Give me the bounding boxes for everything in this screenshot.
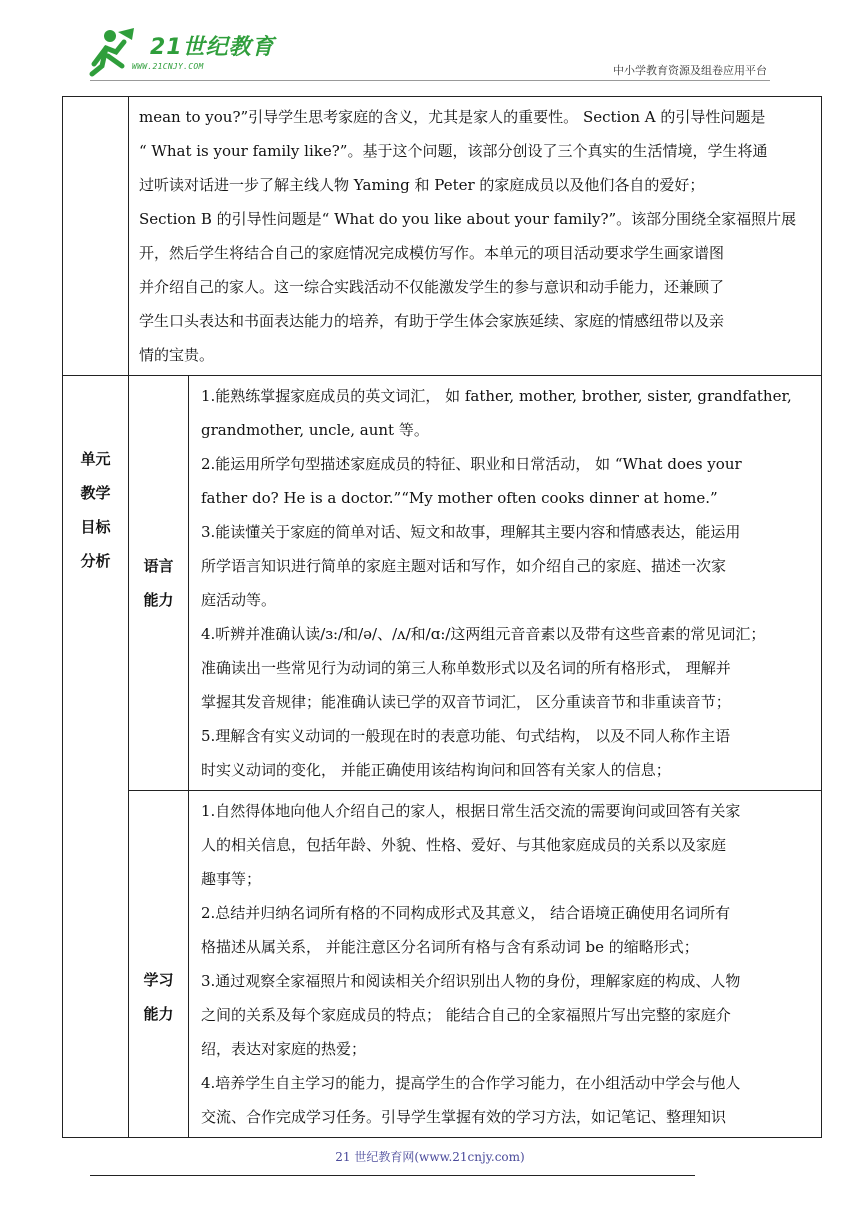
intro-text — [129, 97, 821, 375]
text-line: 并介绍自己的家人。这一综合实践活动不仅能激发学生的参与意识和动手能力，还兼顾了 — [139, 278, 725, 296]
text-line: 3.能读懂关于家庭的简单对话、短文和故事，理解其主要内容和情感表达，能运用 — [201, 523, 741, 541]
intro-row — [63, 97, 822, 376]
language-content-cell — [189, 376, 822, 791]
text-line: 之间的关系及每个家庭成员的特点； 能结合自己的全家福照片写出完整的家庭介 — [201, 1006, 731, 1024]
text-line: 1.能熟练掌握家庭成员的英文词汇， 如 father, mother, brother, sister, grandfather, — [201, 387, 792, 405]
text-line: 格描述从属关系， 并能注意区分名词所有格与含有系动词 be 的缩略形式； — [201, 938, 699, 956]
text-line: 学生口头表达和书面表达能力的培养，有助于学生体会家族延续、家庭的情感纽带以及亲 — [139, 312, 725, 330]
text-line: 交流、合作完成学习任务。引导学生掌握有效的学习方法，如记笔记、整理知识 — [201, 1108, 727, 1126]
text-line: 2.能运用所学句型描述家庭成员的特征、职业和日常活动， 如 “What does your — [201, 455, 742, 473]
header-divider — [90, 80, 770, 81]
text-line: 4.培养学生自主学习的能力，提高学生的合作学习能力，在小组活动中学会与他人 — [201, 1074, 741, 1092]
text-line: 时实义动词的变化， 并能正确使用该结构询问和回答有关家人的信息； — [201, 761, 671, 779]
learning-text — [189, 791, 821, 1137]
language-label: 语言 — [143, 557, 174, 575]
section-label: 分析 — [80, 552, 111, 570]
language-label: 能力 — [143, 591, 174, 609]
learning-row — [63, 791, 822, 1138]
section-label: 教学 — [80, 484, 111, 502]
text-line: 2.总结并归纳名词所有格的不同构成形式及其意义， 结合语境正确使用名词所有 — [201, 904, 731, 922]
text-line: Section B 的引导性问题是“ What do you like about your family?”。该部分围绕全家福照片展 — [139, 210, 797, 228]
empty-cell — [63, 97, 129, 376]
text-line: 庭活动等。 — [201, 591, 277, 609]
section-label: 单元 — [80, 450, 111, 468]
section-label: 目标 — [80, 518, 111, 536]
text-line: 掌握其发音规律；能准确认读已学的双音节词汇， 区分重读音节和非重读音节； — [201, 693, 731, 711]
text-line: 开，然后学生将结合自己的家庭情况完成模仿写作。本单元的项目活动要求学生画家谱图 — [139, 244, 725, 262]
text-line: 人的相关信息，包括年龄、外貌、性格、爱好、与其他家庭成员的关系以及家庭 — [201, 836, 727, 854]
section-label-cell — [63, 376, 129, 1138]
text-line: 绍，表达对家庭的热爱； — [201, 1040, 367, 1058]
objectives-table — [62, 96, 822, 1138]
page-header — [0, 0, 860, 92]
learning-label: 学习 — [143, 971, 174, 989]
text-line: 情的宝贵。 — [139, 346, 215, 364]
intro-cell — [129, 97, 822, 376]
language-label-cell — [129, 376, 189, 791]
text-line: mean to you?”引导学生思考家庭的含义，尤其是家人的重要性。 Section A 的引导性问题是 — [139, 108, 766, 126]
logo-text: 21世纪教育 — [150, 35, 275, 60]
footer-divider — [90, 1175, 695, 1176]
text-line: 4.听辨并准确认读/ɜ:/和/ə/、/ʌ/和/ɑ:/这两组元音音素以及带有这些音素的常见词汇； — [201, 625, 766, 643]
text-line: grandmother, uncle, aunt 等。 — [201, 421, 429, 439]
text-line: 5.理解含有实义动词的一般现在时的表意功能、句式结构， 以及不同人称作主语 — [201, 727, 731, 745]
logo-url: WWW.21CNJY.COM — [132, 62, 204, 71]
language-text — [189, 376, 821, 790]
text-line: 准确读出一些常见行为动词的第三人称单数形式以及名词的所有格形式， 理解并 — [201, 659, 731, 677]
text-line: 3.通过观察全家福照片和阅读相关介绍识别出人物的身份，理解家庭的构成、人物 — [201, 972, 741, 990]
learning-content-cell — [189, 791, 822, 1138]
text-line: 所学语言知识进行简单的家庭主题对话和写作，如介绍自己的家庭、描述一次家 — [201, 557, 727, 575]
text-line: 趣事等； — [201, 870, 262, 888]
language-row — [63, 376, 822, 791]
platform-title: 中小学教育资源及组卷应用平台 — [613, 64, 767, 77]
learning-label-cell — [129, 791, 189, 1138]
footer-link[interactable]: 21 世纪教育网(www.21cnjy.com) — [335, 1150, 525, 1164]
text-line: 过听读对话进一步了解主线人物 Yaming 和 Peter 的家庭成员以及他们各自的爱好； — [139, 176, 705, 194]
text-line: father do? He is a doctor.”“My mother often cooks dinner at home.” — [201, 489, 718, 507]
text-line: 1.自然得体地向他人介绍自己的家人，根据日常生活交流的需要询问或回答有关家 — [201, 802, 741, 820]
learning-label: 能力 — [143, 1005, 174, 1023]
text-line: “ What is your family like?”。基于这个问题，该部分创设了三个真实的生活情境，学生将通 — [139, 142, 768, 160]
